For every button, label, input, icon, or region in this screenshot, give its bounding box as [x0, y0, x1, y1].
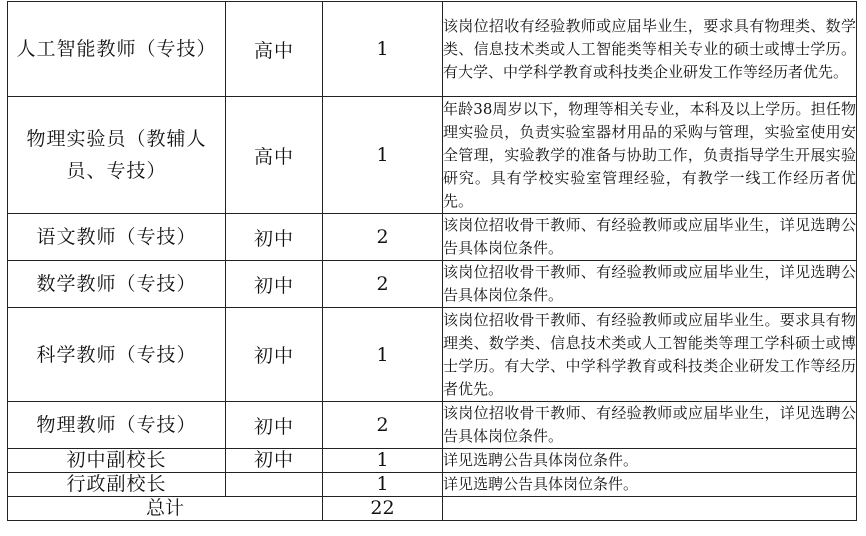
requirement-text: 该岗位招收骨干教师、有经验教师或应届毕业生，详见选聘公告具体岗位条件。	[443, 214, 857, 261]
total-empty-cell	[443, 497, 857, 521]
headcount: 2	[323, 261, 443, 308]
table-row	[8, 449, 857, 473]
headcount: 1	[323, 449, 443, 473]
table-row	[8, 308, 857, 402]
school-level: 高中	[226, 97, 323, 214]
requirement-text: 该岗位招收骨干教师、有经验教师或应届毕业生。要求具有物理类、数学类、信息技术类或人工智能类等理工学科硕士或博士学历。有大学、中学科学教育或科技类企业研发工作等经历者优先。	[443, 308, 857, 402]
table-row	[8, 261, 857, 308]
position-name: 初中副校长	[8, 449, 226, 473]
table-row	[8, 214, 857, 261]
position-name: 人工智能教师（专技）	[8, 2, 226, 97]
requirement-text: 年龄38周岁以下，物理等相关专业，本科及以上学历。担任物理实验员，负责实验室器材用品的采购与管理，实验室使用安全管理，实验教学的准备与协助工作，负责指导学生开展实验研究。具有学校实验室管理经验，有教学一线工作经历者优先。	[443, 97, 857, 214]
school-level	[226, 473, 323, 497]
headcount: 1	[323, 308, 443, 402]
requirement-text: 该岗位招收有经验教师或应届毕业生，要求具有物理类、数学类、信息技术类或人工智能类等相关专业的硕士或博士学历。有大学、中学科学教育或科技类企业研发工作等经历者优先。	[443, 2, 857, 97]
school-level: 初中	[226, 261, 323, 308]
position-name: 物理教师（专技）	[8, 402, 226, 449]
requirement-text: 详见选聘公告具体岗位条件。	[443, 473, 857, 497]
requirement-text: 该岗位招收骨干教师、有经验教师或应届毕业生，详见选聘公告具体岗位条件。	[443, 261, 857, 308]
table-row	[8, 473, 857, 497]
school-level: 初中	[226, 308, 323, 402]
headcount: 1	[323, 97, 443, 214]
position-name: 科学教师（专技）	[8, 308, 226, 402]
school-level: 初中	[226, 449, 323, 473]
school-level: 初中	[226, 214, 323, 261]
headcount: 1	[323, 473, 443, 497]
position-name: 行政副校长	[8, 473, 226, 497]
headcount: 2	[323, 214, 443, 261]
table-row	[8, 97, 857, 214]
headcount: 1	[323, 2, 443, 97]
position-name: 物理实验员（教辅人员、专技）	[8, 97, 226, 214]
school-level: 初中	[226, 402, 323, 449]
table-row	[8, 402, 857, 449]
recruitment-table	[7, 1, 857, 521]
total-row	[8, 497, 857, 521]
position-name: 语文教师（专技）	[8, 214, 226, 261]
total-label: 总计	[8, 497, 323, 521]
requirement-text: 该岗位招收骨干教师、有经验教师或应届毕业生，详见选聘公告具体岗位条件。	[443, 402, 857, 449]
requirement-text: 详见选聘公告具体岗位条件。	[443, 449, 857, 473]
school-level: 高中	[226, 2, 323, 97]
total-count: 22	[323, 497, 443, 521]
headcount: 2	[323, 402, 443, 449]
position-name: 数学教师（专技）	[8, 261, 226, 308]
table-row	[8, 2, 857, 97]
